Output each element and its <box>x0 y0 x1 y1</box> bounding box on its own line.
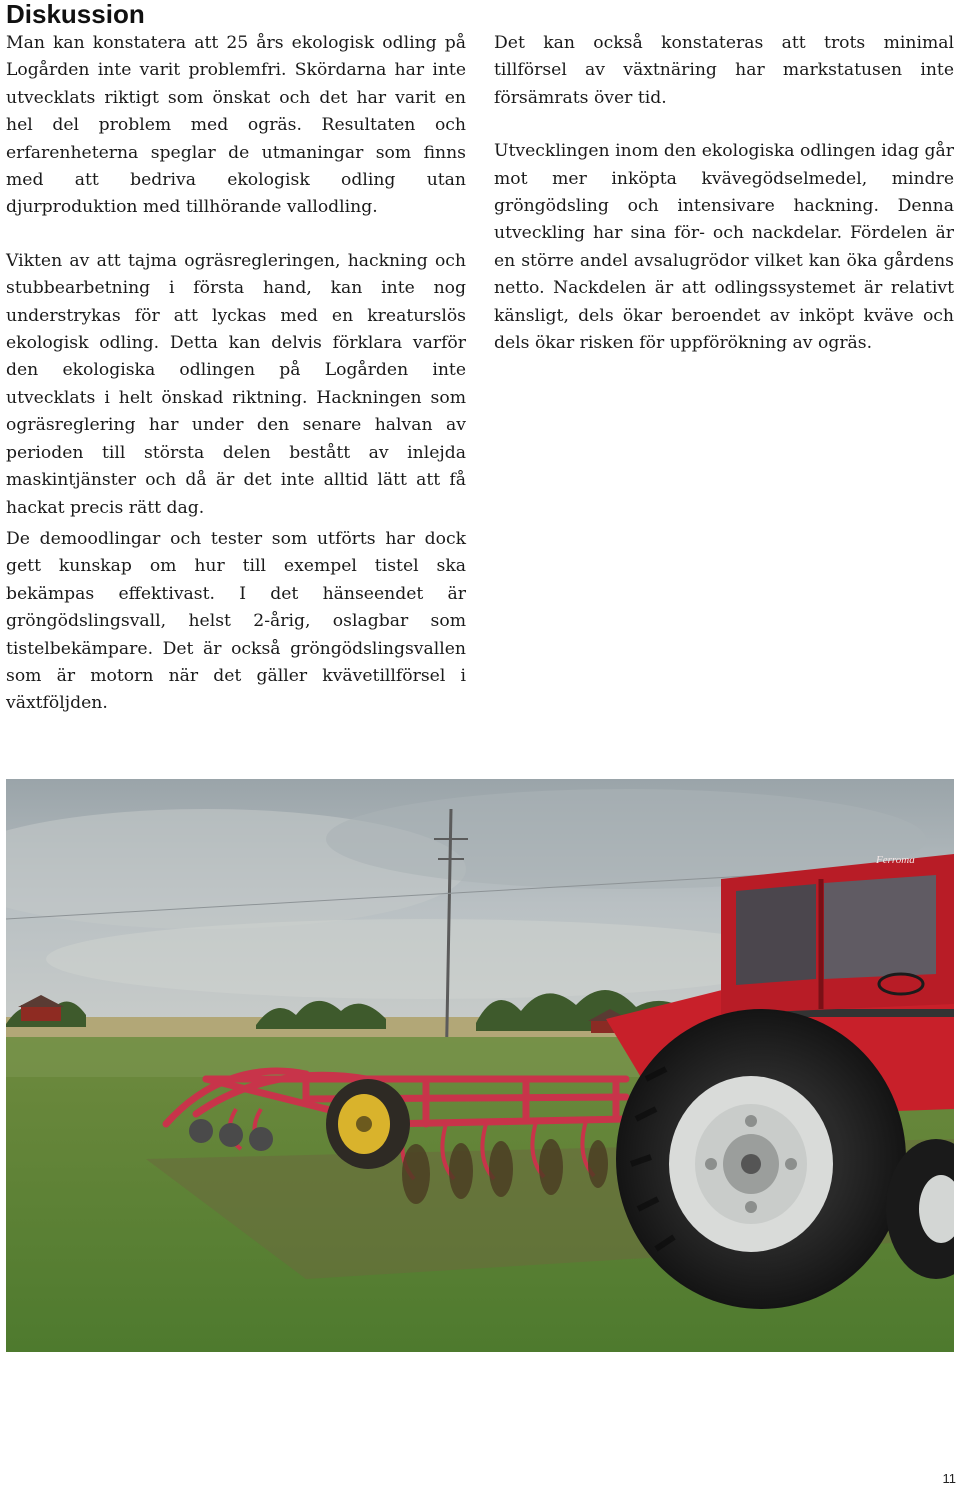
paragraph-demo-trials: De demoodlingar och tester som utförts har dock gett kunskap om hur till exempel tistel ska bekämpas effektivast. I det hänseendet är gröngödslingsvall, helst 2-årig, oslagbar som tistelbekämpare. Det är också gröngödslingsvallen som är motorn när det gäller kvävetillförsel i växtföljden. <box>6 529 466 714</box>
left-column-lower <box>6 526 466 718</box>
right-column <box>494 30 954 357</box>
paragraph-outcome: Man kan konstatera att 25 års ekologisk odling på Logården inte varit problemfri. Skördarna har inte utvecklats riktigt som önskat och det har varit en hel del problem med ogräs. Resultaten och erfarenheterna speglar de utmaningar som finns med att bedriva ekologisk odling utan djurproduktion med tillhörande vallodling. <box>6 33 466 218</box>
tractor-brand: Ferroma <box>876 854 915 866</box>
left-column <box>6 30 466 522</box>
rear-tire <box>616 1009 906 1309</box>
tractor-photo <box>6 779 954 1352</box>
paragraph-weed-timing: Vikten av att tajma ogräsregleringen, hackning och stubbearbetning i första hand, kan inte nog understrykas för att lyckas med en kreaturslös ekologisk odling. Detta kan delvis förklara varför den ekologiska odlingen på Logården inte utvecklats i helt önskad riktning. Hackningen som ogräsreglering har under den senare halvan av perioden till största delen bestått av inlejda maskintjänster och då är det inte alltid lätt att få hackat precis rätt dag. <box>6 250 466 518</box>
page-title: Diskussion <box>6 0 145 29</box>
depth-wheel <box>326 1079 410 1169</box>
paragraph-development: Utvecklingen inom den ekologiska odlingen idag går mot mer inköpta kvävegödselmedel, mindre gröngödsling och intensivare hackning. Denna utveckling har sina för- och nackdelar. Fördelen är en större andel avsalugrödor vilket kan öka gårdens netto. Nackdelen är att odlingssystemet är relativt känsligt, dels ökar beroendet av inköpt kväve och dels ökar risken för uppförökning av ogräs. <box>494 141 954 354</box>
barn <box>21 1005 61 1021</box>
paragraph-soil-status: Det kan också konstateras att trots minimal tillförsel av växtnäring har markstatusen inte försämrats över tid. <box>494 33 954 108</box>
page-number: 11 <box>942 1471 956 1486</box>
